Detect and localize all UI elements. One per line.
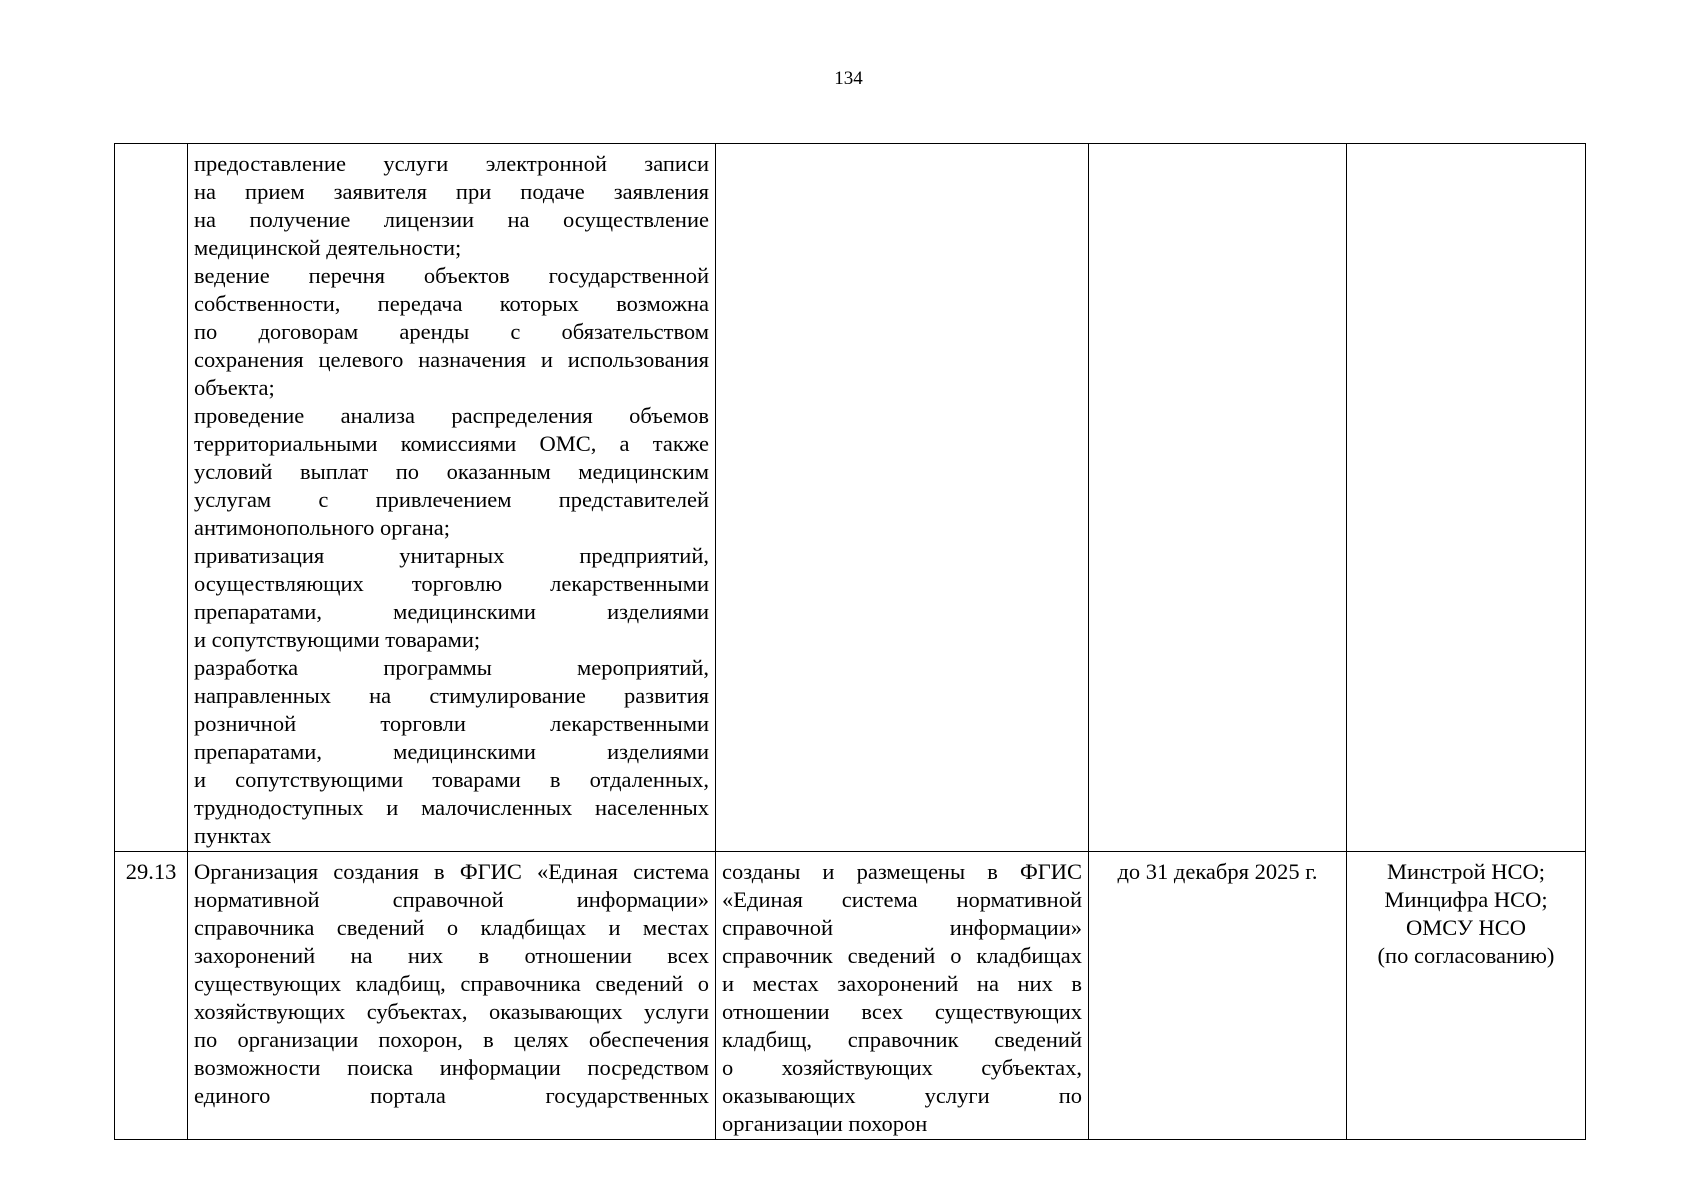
responsible-line: (по согласованию) xyxy=(1377,943,1555,968)
responsible-cell xyxy=(1347,852,1586,1140)
description-cell xyxy=(188,144,716,852)
description-line: существующих кладбищ, справочника сведений о xyxy=(194,971,709,996)
responsible-line: ОМСУ НСО xyxy=(1405,915,1527,940)
deadline-cell: до 31 декабря 2025 г. xyxy=(1089,852,1347,1140)
description-line: антимонопольного органа; xyxy=(194,515,450,540)
result-line: отношении всех существующих xyxy=(722,999,1082,1024)
description-line: объекта; xyxy=(194,375,275,400)
description-line: приватизация унитарных предприятий, xyxy=(194,543,709,568)
description-line: условий выплат по оказанным медицинским xyxy=(194,459,709,484)
description-line: по организации похорон, в целях обеспечения xyxy=(194,1027,709,1052)
description-line: территориальными комиссиями ОМС, а также xyxy=(194,431,709,456)
description-line: труднодоступных и малочисленных населенных xyxy=(194,795,709,820)
result-line: справочник сведений о кладбищах xyxy=(722,943,1082,968)
description-line: справочника сведений о кладбищах и местах xyxy=(194,915,709,940)
description-line: и сопутствующими товарами в отдаленных, xyxy=(194,767,709,792)
responsible-line: Минстрой НСО; xyxy=(1386,859,1546,884)
description-line: хозяйствующих субъектах, оказывающих услуги xyxy=(194,999,709,1024)
description-line: разработка программы мероприятий, xyxy=(194,655,709,680)
description-line: нормативной справочной информации» xyxy=(194,887,709,912)
description-line: захоронений на них в отношении всех xyxy=(194,943,709,968)
description-line: медицинской деятельности; xyxy=(194,235,462,260)
description-line: собственности, передача которых возможна xyxy=(194,291,709,316)
description-line: на получение лицензии на осуществление xyxy=(194,207,709,232)
page-number: 134 xyxy=(834,68,863,89)
description-line: пунктах xyxy=(194,823,272,848)
description-line: препаратами, медицинскими изделиями xyxy=(194,739,709,764)
result-cell xyxy=(716,144,1089,852)
description-line: осуществляющих торговлю лекарственными xyxy=(194,571,709,596)
description-cell xyxy=(188,852,716,1140)
table-row xyxy=(115,144,1586,852)
table-row xyxy=(115,852,1586,1140)
result-line: кладбищ, справочник сведений xyxy=(722,1027,1082,1052)
description-line: единого портала государственных xyxy=(194,1083,709,1108)
result-cell xyxy=(716,852,1089,1140)
description-line: направленных на стимулирование развития xyxy=(194,683,709,708)
activities-table xyxy=(114,143,1586,1140)
description-line: по договорам аренды с обязательством xyxy=(194,319,709,344)
description-line: и сопутствующими товарами; xyxy=(194,627,481,652)
description-line: предоставление услуги электронной записи xyxy=(194,151,709,176)
result-line: созданы и размещены в ФГИС xyxy=(722,859,1082,884)
description-line: розничной торговли лекарственными xyxy=(194,711,709,736)
result-line: и местах захоронений на них в xyxy=(722,971,1082,996)
responsible-cell xyxy=(1347,144,1586,852)
result-line: справочной информации» xyxy=(722,915,1082,940)
description-line: услугам с привлечением представителей xyxy=(194,487,709,512)
description-line: препаратами, медицинскими изделиями xyxy=(194,599,709,624)
description-line: проведение анализа распределения объемов xyxy=(194,403,709,428)
description-line: Организация создания в ФГИС «Единая система xyxy=(194,859,709,884)
description-line: возможности поиска информации посредством xyxy=(194,1055,709,1080)
result-line: «Единая система нормативной xyxy=(722,887,1082,912)
row-number-cell xyxy=(115,144,188,852)
responsible-line: Минцифра НСО; xyxy=(1384,887,1548,912)
row-number-cell: 29.13 xyxy=(115,852,188,1140)
result-line: организации похорон xyxy=(722,1111,928,1136)
description-line: ведение перечня объектов государственной xyxy=(194,263,709,288)
result-line: оказывающих услуги по xyxy=(722,1083,1082,1108)
deadline-cell xyxy=(1089,144,1347,852)
result-line: о хозяйствующих субъектах, xyxy=(722,1055,1082,1080)
description-line: сохранения целевого назначения и использования xyxy=(194,347,709,372)
description-line: на прием заявителя при подаче заявления xyxy=(194,179,709,204)
